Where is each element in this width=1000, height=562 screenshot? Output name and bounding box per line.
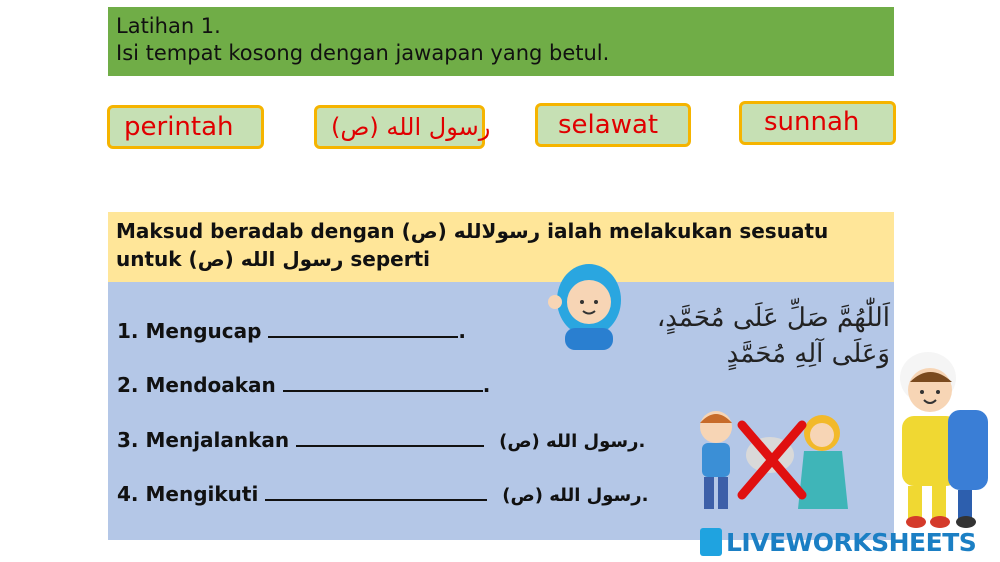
answer-item-4 — [117, 481, 648, 506]
answer-blank-4[interactable] — [265, 481, 487, 501]
logo-text: LIVEWORKSHEETS — [726, 527, 977, 557]
item-number: 2. — [117, 373, 139, 397]
question-prompt — [108, 212, 894, 282]
item-number: 4. — [117, 482, 139, 506]
exercise-title: Latihan 1. — [116, 14, 221, 38]
word-card-rasulullah[interactable] — [314, 105, 491, 149]
answer-item-3 — [117, 427, 645, 452]
hugging-kids-illustration — [888, 340, 996, 530]
item-text: Menjalankan — [145, 428, 290, 452]
selawat-line-1: اَللّٰهُمَّ صَلِّ عَلَى مُحَمَّدٍ، — [656, 303, 890, 333]
word-card-perintah[interactable] — [107, 105, 264, 149]
item-text: Mengucap — [145, 319, 262, 343]
answer-blank-1[interactable] — [268, 318, 458, 338]
item-number: 3. — [117, 428, 139, 452]
question-line-2: untuk (ص) رسول الله seperti — [116, 247, 430, 271]
selawat-verse — [640, 300, 890, 372]
liveworksheets-logo — [700, 527, 976, 557]
item-suffix: . — [458, 319, 466, 343]
word-card-label: sunnah — [764, 107, 860, 137]
answer-item-2 — [117, 372, 490, 397]
word-card-sunnah[interactable] — [739, 101, 896, 145]
item-arabic-suffix: رسول الله (ص). — [502, 485, 649, 506]
item-arabic-suffix: رسول الله (ص). — [499, 431, 646, 452]
word-card-label: selawat — [558, 110, 659, 140]
word-card-label: رسول الله (ص) — [331, 113, 491, 141]
waving-girl-illustration — [545, 258, 627, 352]
item-suffix: . — [482, 373, 491, 397]
word-card-selawat[interactable] — [535, 103, 691, 147]
exercise-instruction: Isi tempat kosong dengan jawapan yang betul. — [116, 41, 610, 65]
selawat-line-2: وَعَلَى آلِهِ مُحَمَّدٍ — [726, 339, 890, 369]
answer-item-1 — [117, 318, 466, 343]
question-line-1: Maksud beradab dengan (ص) رسولالله ialah melakukan sesuatu — [116, 219, 829, 243]
item-number: 1. — [117, 319, 139, 343]
logo-badge-icon — [700, 528, 722, 556]
exercise-header — [108, 7, 894, 76]
word-card-label: perintah — [124, 112, 234, 142]
answer-blank-2[interactable] — [283, 372, 483, 392]
answer-blank-3[interactable] — [296, 427, 484, 447]
fighting-kids-illustration — [684, 405, 854, 520]
item-text: Mengikuti — [145, 482, 259, 506]
item-text: Mendoakan — [145, 373, 276, 397]
